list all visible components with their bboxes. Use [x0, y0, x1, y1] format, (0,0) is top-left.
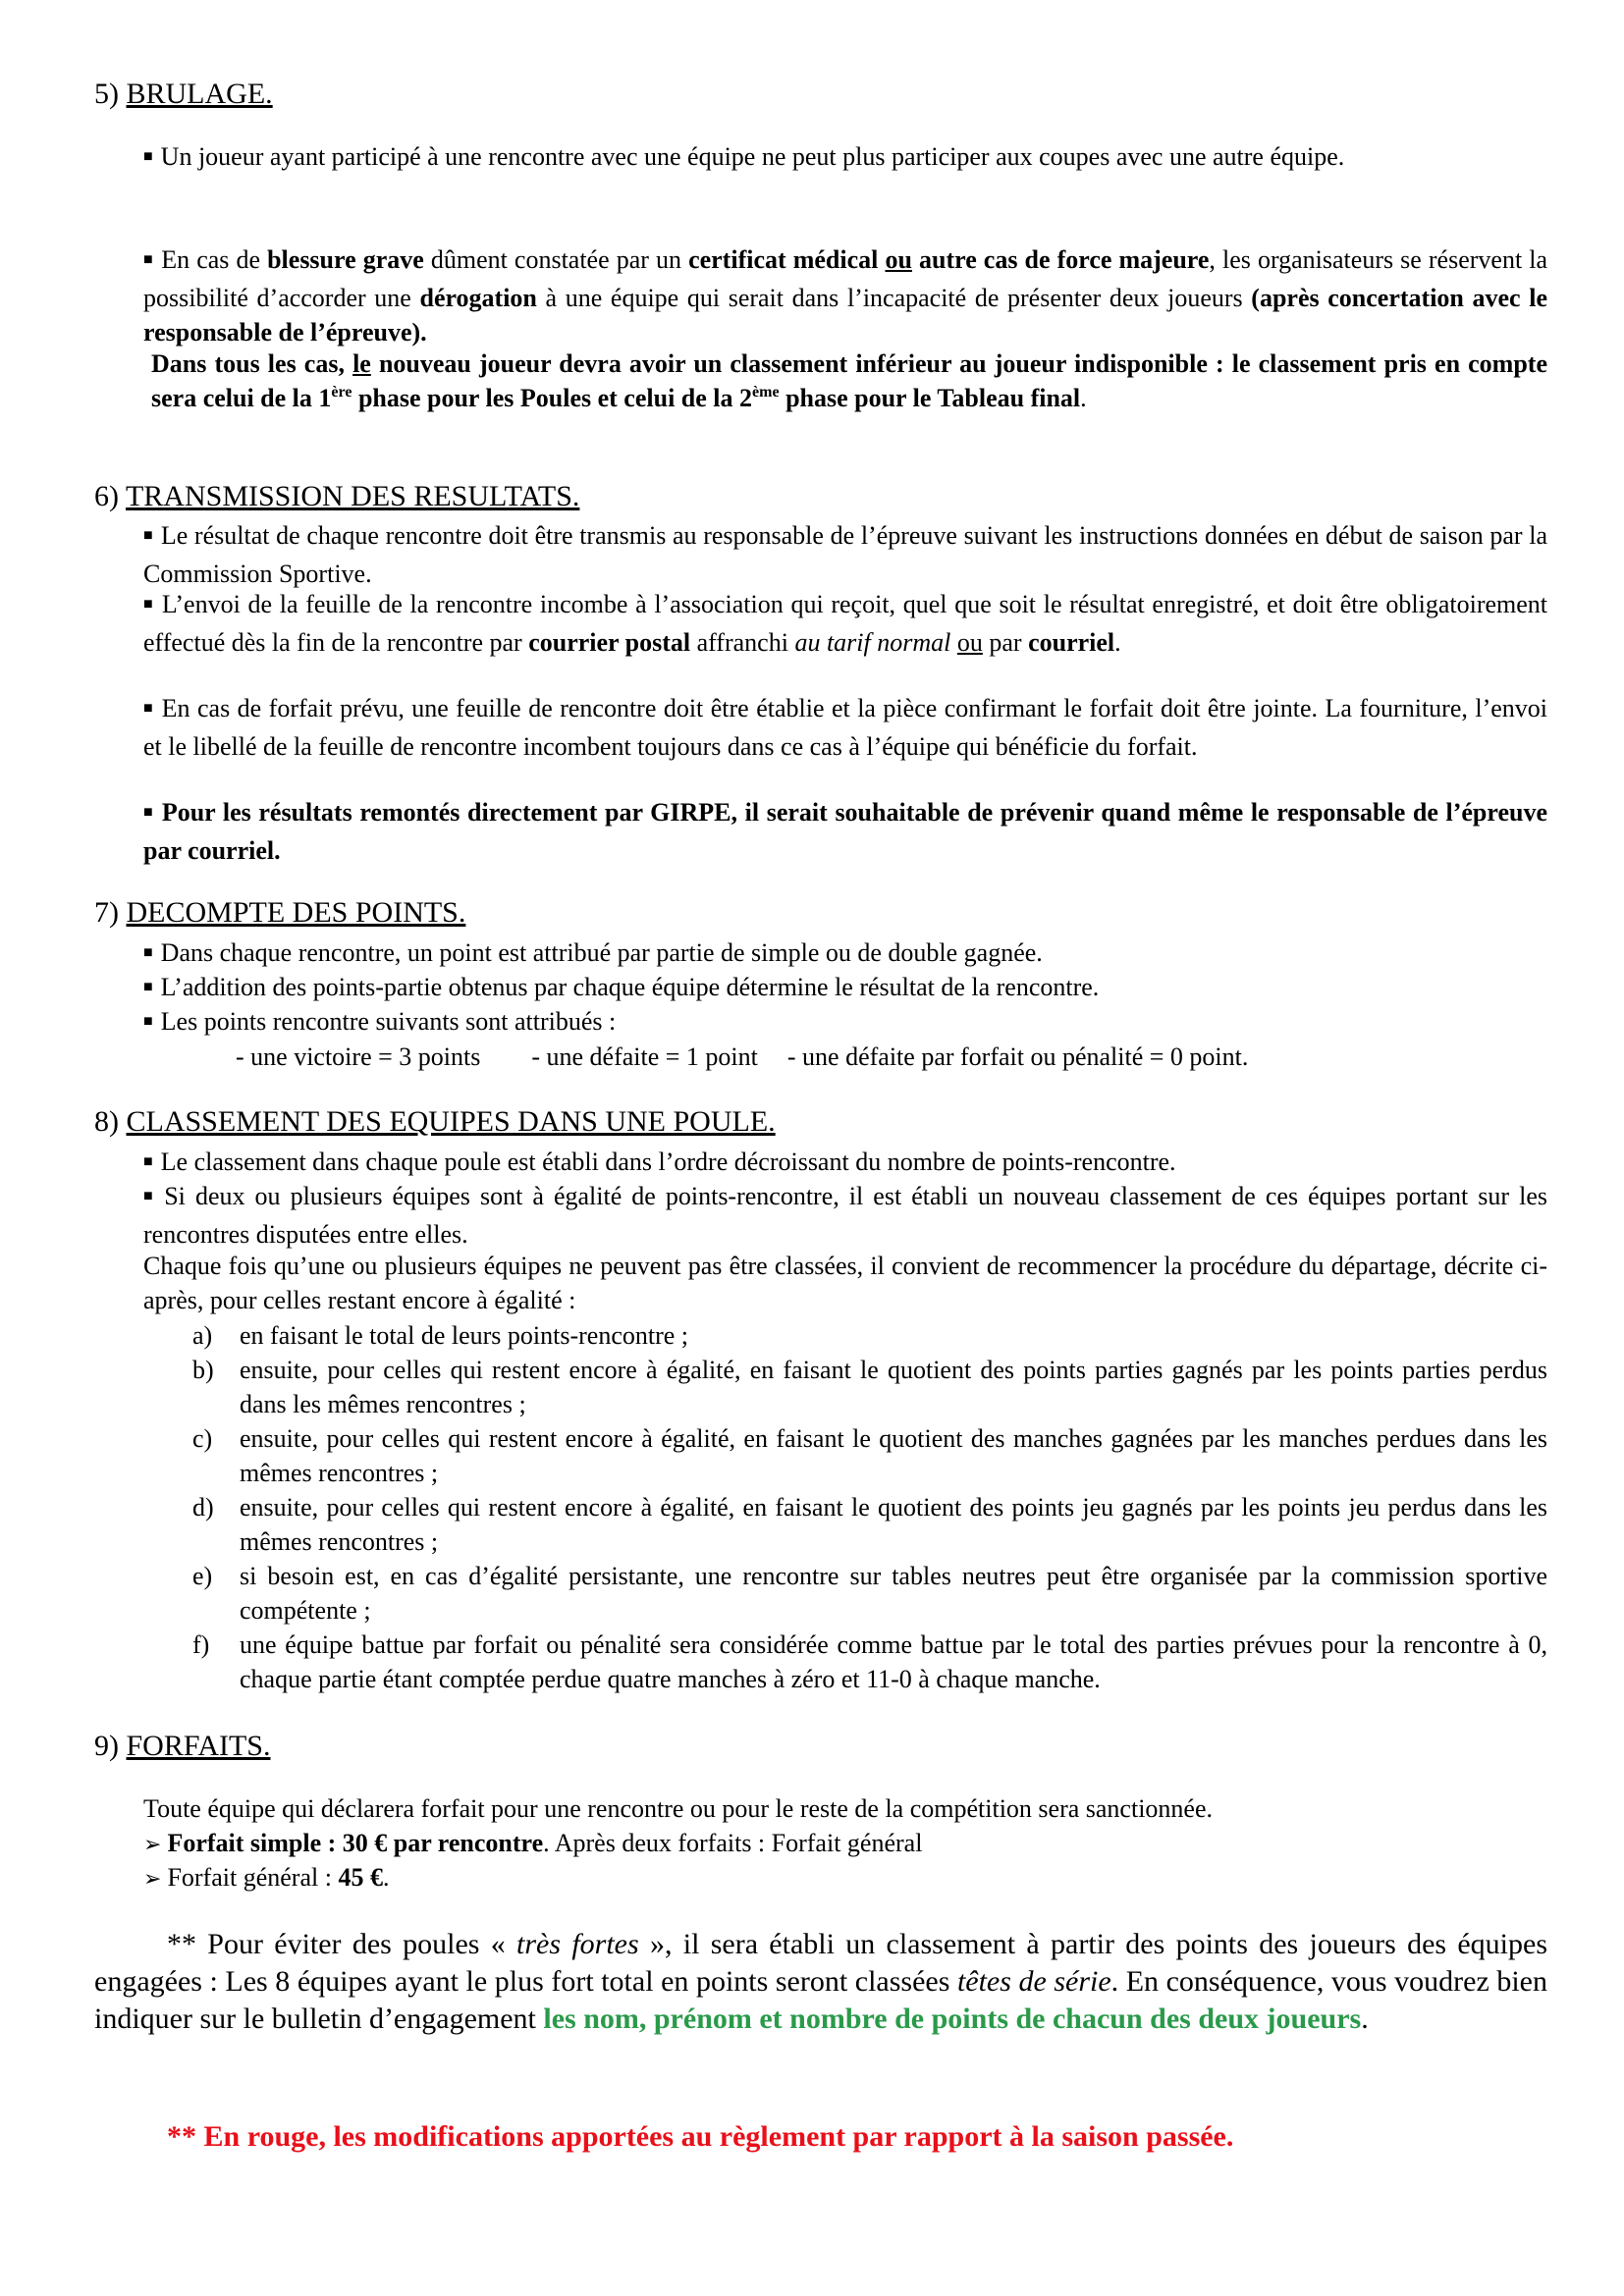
s6-para-3: ■ En cas de forfait prévu, une feuille de rencontre doit être établie et la pièce confirmant le forfait doit être jointe. La fourniture, l’envoi et le libellé de la feuille de rencontre incombent toujours dans ce cas à l’équipe qui bénéficie du forfait.: [143, 694, 1547, 761]
square-bullet-icon: ■: [143, 1153, 153, 1170]
arrow-bullet-icon: ➢: [143, 1832, 162, 1856]
section-7-heading: 7) DECOMPTE DES POINTS.: [94, 896, 466, 929]
highlight-green: les nom, prénom et nombre de points de chacun des deux joueurs: [543, 2002, 1362, 2035]
s6-para-2: ■ L’envoi de la feuille de la rencontre incombe à l’association qui reçoit, quel que soit le résultat enregistré, et doit être obligatoirement effectué dès la fin de la rencontre par courrier postal affranchi au tarif normal ou par courriel.: [143, 590, 1548, 657]
arrow-bullet-icon: ➢: [143, 1866, 162, 1891]
list-item: f) une équipe battue par forfait ou pénalité sera considérée comme battue par le total des parties prévues pour la rencontre à 0, chaque partie étant comptée perdue quatre manches à zéro et 11-0 à chaque manche.: [192, 1630, 1547, 1693]
square-bullet-icon: ■: [143, 251, 154, 268]
red-modifications-note: ** En rouge, les modifications apportées au règlement par rapport à la saison passée.: [167, 2120, 1234, 2153]
section-5-heading: 5) BRULAGE.: [94, 78, 273, 110]
tiebreak-list: [192, 1318, 1547, 1696]
section-9-title: FORFAITS.: [126, 1730, 271, 1762]
list-item: d) ensuite, pour celles qui restent encore à égalité, en faisant le quotient des points jeu gagnés par les points jeu perdus dans les mêmes rencontres ;: [192, 1493, 1547, 1556]
list-item: b) ensuite, pour celles qui restent encore à égalité, en faisant le quotient des points parties gagnés par les points parties perdus dans les mêmes rencontres ;: [192, 1356, 1547, 1418]
s9-forfait-simple: ➢ Forfait simple : 30 € par rencontre. Après deux forfaits : Forfait général: [143, 1829, 923, 1857]
list-item: a) en faisant le total de leurs points-rencontre ;: [192, 1321, 689, 1350]
list-item: e) si besoin est, en cas d’égalité persistante, une rencontre sur tables neutres peut être organisée par la commission sportive compétente ;: [192, 1562, 1547, 1625]
square-bullet-icon: ■: [143, 527, 153, 544]
section-6-title: TRANSMISSION DES RESULTATS.: [125, 480, 580, 512]
s8-para-1: ■ Le classement dans chaque poule est établi dans l’ordre décroissant du nombre de points-rencontre.: [143, 1148, 1176, 1176]
square-bullet-icon: ■: [143, 700, 154, 717]
s9-forfait-general: ➢ Forfait général : 45 €.: [143, 1863, 390, 1892]
square-bullet-icon: ■: [143, 979, 153, 995]
seeding-note: ** Pour éviter des poules « très fortes », il sera établi un classement à partir des points des joueurs des équipes engagées : Les 8 équipes ayant le plus fort total en points seront classées têtes de série. En conséquence, vous voudrez bien indiquer sur le bulletin d’engagement les nom, prénom et nombre de points de chacun des deux joueurs.: [94, 1928, 1548, 2035]
section-7-title: DECOMPTE DES POINTS.: [126, 896, 466, 929]
s6-para-4: ■ Pour les résultats remontés directement par GIRPE, il serait souhaitable de prévenir quand même le responsable de l’épreuve par courriel.: [143, 798, 1547, 865]
section-9-heading: 9) FORFAITS.: [94, 1730, 271, 1762]
s6-para-1: ■ Le résultat de chaque rencontre doit être transmis au responsable de l’épreuve suivant les instructions données en début de saison par la Commission Sportive.: [143, 521, 1547, 588]
section-8-heading: 8) CLASSEMENT DES EQUIPES DANS UNE POULE.: [94, 1105, 776, 1138]
s7-item-2: ■ L’addition des points-partie obtenus par chaque équipe détermine le résultat de la rencontre.: [143, 973, 1100, 1001]
square-bullet-icon: ■: [143, 1013, 153, 1030]
list-item: c) ensuite, pour celles qui restent encore à égalité, en faisant le quotient des manches gagnées par les manches perdues dans les mêmes rencontres ;: [192, 1424, 1547, 1487]
s7-item-1: ■ Dans chaque rencontre, un point est attribué par partie de simple ou de double gagnée.: [143, 938, 1043, 967]
s9-para-1: Toute équipe qui déclarera forfait pour une rencontre ou pour le reste de la compétition sera sanctionnée.: [143, 1794, 1214, 1823]
s8-para-3: Chaque fois qu’une ou plusieurs équipes ne peuvent pas être classées, il convient de recommencer la procédure du départage, décrite ci-après, pour celles restant encore à égalité :: [143, 1252, 1547, 1314]
square-bullet-icon: ■: [143, 148, 153, 165]
section-8-title: CLASSEMENT DES EQUIPES DANS UNE POULE.: [126, 1105, 776, 1138]
square-bullet-icon: ■: [143, 804, 154, 821]
section-5-title: BRULAGE.: [126, 78, 273, 110]
square-bullet-icon: ■: [143, 596, 154, 613]
s8-para-2: ■ Si deux ou plusieurs équipes sont à égalité de points-rencontre, il est établi un nouveau classement de ces équipes portant sur les rencontres disputées entre elles.: [143, 1182, 1547, 1249]
square-bullet-icon: ■: [143, 1188, 157, 1204]
s5-para-1: ■ Un joueur ayant participé à une rencontre avec une équipe ne peut plus participer aux coupes avec une autre équipe.: [143, 142, 1345, 171]
section-6-heading: 6) TRANSMISSION DES RESULTATS.: [94, 480, 580, 512]
s7-item-3: ■ Les points rencontre suivants sont attribués :: [143, 1007, 617, 1036]
s7-points-line: - une victoire = 3 points - une défaite = 1 point - une défaite par forfait ou pénalité = 0 point.: [236, 1042, 1249, 1071]
s5-para-3: Dans tous les cas, le nouveau joueur devra avoir un classement inférieur au joueur indisponible : le classement pris en compte sera celui de la 1ère phase pour les Poules et celui de la 2ème phase pour le Tableau final.: [151, 349, 1547, 412]
square-bullet-icon: ■: [143, 944, 153, 961]
s5-para-2: ■ En cas de blessure grave dûment constatée par un certificat médical ou autre cas de force majeure, les organisateurs se réservent la possibilité d’accorder une dérogation à une équipe qui serait dans l’incapacité de présenter deux joueurs (après concertation avec le responsable de l’épreuve).: [143, 245, 1548, 347]
